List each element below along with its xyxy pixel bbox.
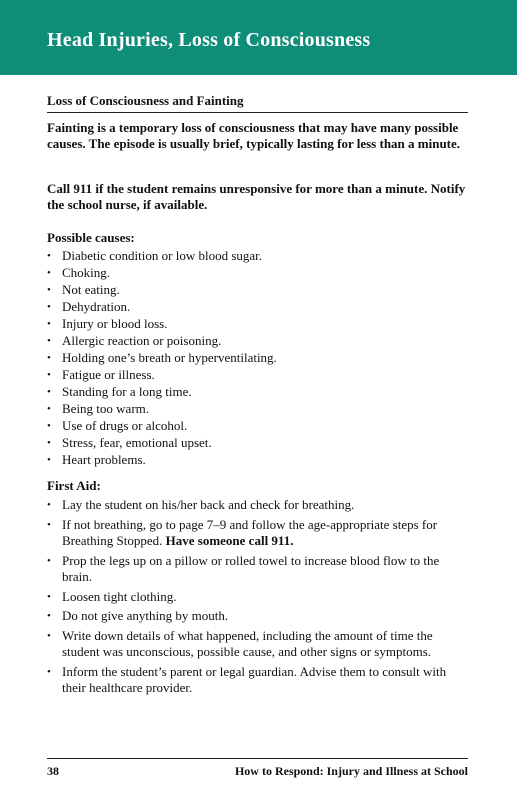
bullet-icon: • bbox=[47, 554, 51, 567]
cause-item-text: Dehydration. bbox=[62, 299, 131, 314]
footer-divider bbox=[47, 758, 468, 759]
cause-item-text: Stress, fear, emotional upset. bbox=[62, 435, 212, 450]
footer-title: How to Respond: Injury and Illness at School bbox=[234, 764, 468, 778]
bullet-icon: • bbox=[47, 318, 51, 330]
first-aid-item-text: Prop the legs up on a pillow or rolled towel to increase blood flow to the brain. bbox=[62, 552, 440, 584]
page-title: Head Injuries, Loss of Consciousness bbox=[47, 29, 371, 51]
first-aid-item-text: Write down details of what happened, including the amount of time the student was unconscious, possible cause, and other signs or symptoms. bbox=[62, 627, 433, 659]
first-aid-item bbox=[47, 497, 467, 514]
bullet-icon: • bbox=[47, 590, 51, 603]
bullet-icon: • bbox=[47, 629, 51, 642]
first-aid-item-emphasis: Have someone call 911. bbox=[165, 533, 294, 548]
first-aid-item bbox=[47, 553, 467, 586]
bullet-icon: • bbox=[47, 665, 51, 678]
intro-paragraph: Fainting is a temporary loss of consciousness that may have many possible causes. The episode is usually brief, typically lasting for less than a minute. bbox=[47, 120, 461, 151]
cause-item-text: Injury or blood loss. bbox=[62, 316, 168, 331]
cause-item bbox=[47, 384, 467, 401]
cause-item bbox=[47, 401, 467, 418]
bullet-icon: • bbox=[47, 352, 51, 364]
header-banner bbox=[0, 0, 517, 75]
cause-item-text: Allergic reaction or poisoning. bbox=[62, 333, 222, 348]
first-aid-item-text: Lay the student on his/her back and check for breathing. bbox=[62, 497, 355, 512]
cause-item-text: Holding one’s breath or hyperventilating. bbox=[62, 350, 277, 365]
cause-item-text: Standing for a long time. bbox=[62, 384, 192, 399]
cause-item bbox=[47, 367, 467, 384]
cause-item-text: Being too warm. bbox=[62, 401, 150, 416]
cause-item bbox=[47, 452, 467, 469]
bullet-icon: • bbox=[47, 250, 51, 262]
cause-item-text: Diabetic condition or low blood sugar. bbox=[62, 248, 263, 263]
first-aid-item bbox=[47, 664, 467, 697]
first-aid-item bbox=[47, 608, 467, 625]
causes-title: Possible causes: bbox=[47, 230, 135, 245]
causes-list bbox=[47, 248, 467, 469]
cause-item bbox=[47, 299, 467, 316]
cause-item bbox=[47, 418, 467, 435]
first-aid-item bbox=[47, 589, 467, 606]
first-aid-item-text: If not breathing, go to page 7–9 and follow the age-appropriate steps for Breathing Stopped. bbox=[62, 516, 438, 548]
cause-item-text: Heart problems. bbox=[62, 452, 146, 467]
heading-divider bbox=[47, 112, 468, 113]
call-911-paragraph: Call 911 if the student remains unresponsive for more than a minute. Notify the school nurse, if available. bbox=[47, 181, 466, 212]
section-heading: Loss of Consciousness and Fainting bbox=[47, 93, 244, 108]
first-aid-item bbox=[47, 517, 467, 550]
cause-item bbox=[47, 435, 467, 452]
bullet-icon: • bbox=[47, 610, 51, 622]
bullet-icon: • bbox=[47, 437, 51, 449]
bullet-icon: • bbox=[47, 284, 51, 296]
bullet-icon: • bbox=[47, 454, 51, 466]
first-aid-title: First Aid: bbox=[47, 478, 101, 493]
first-aid-item-text: Inform the student’s parent or legal guardian. Advise them to consult with their healthcare provider. bbox=[62, 663, 447, 695]
cause-item-text: Choking. bbox=[62, 265, 111, 280]
bullet-icon: • bbox=[47, 301, 51, 313]
cause-item bbox=[47, 282, 467, 299]
cause-item bbox=[47, 265, 467, 282]
first-aid-list bbox=[47, 497, 467, 700]
cause-item bbox=[47, 333, 467, 350]
page-number: 38 bbox=[47, 764, 59, 778]
bullet-icon: • bbox=[47, 386, 51, 398]
bullet-icon: • bbox=[47, 369, 51, 381]
bullet-icon: • bbox=[47, 335, 51, 347]
cause-item-text: Not eating. bbox=[62, 282, 120, 297]
first-aid-item bbox=[47, 628, 467, 661]
bullet-icon: • bbox=[47, 403, 51, 415]
bullet-icon: • bbox=[47, 420, 51, 432]
cause-item bbox=[47, 350, 467, 367]
cause-item bbox=[47, 316, 467, 333]
bullet-icon: • bbox=[47, 499, 51, 511]
first-aid-item-text: Do not give anything by mouth. bbox=[62, 608, 229, 623]
bullet-icon: • bbox=[47, 267, 51, 279]
cause-item-text: Fatigue or illness. bbox=[62, 367, 155, 382]
bullet-icon: • bbox=[47, 518, 51, 531]
cause-item-text: Use of drugs or alcohol. bbox=[62, 418, 188, 433]
cause-item bbox=[47, 248, 467, 265]
first-aid-item-text: Loosen tight clothing. bbox=[62, 588, 177, 604]
